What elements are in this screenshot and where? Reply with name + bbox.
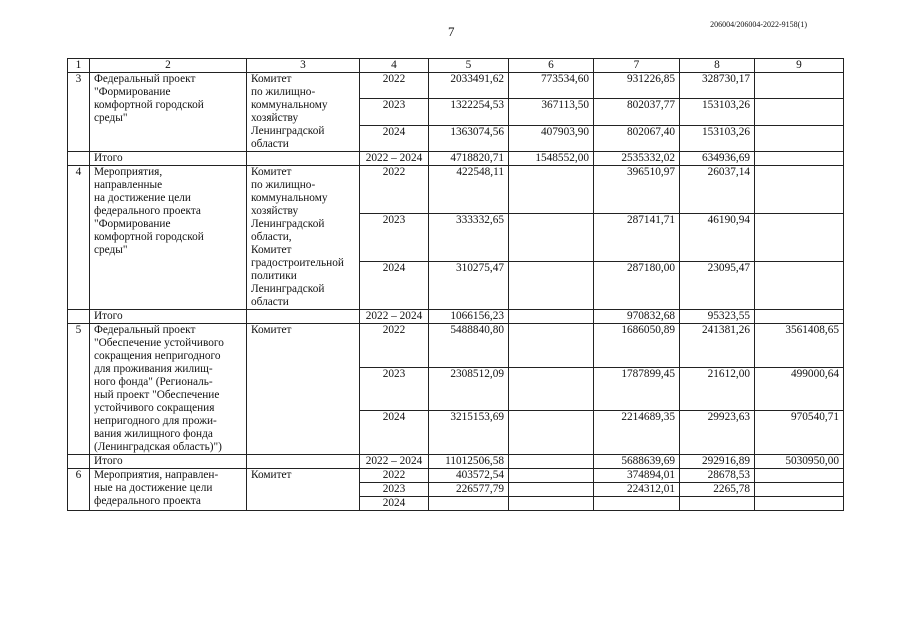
header-cell: 9 [755,59,844,73]
activity-name: Мероприятия, направленные на достижение цели федерального проекта "Формирование комфортной городской среды" [90,166,247,310]
regional-amount-cell: 5688639,69 [594,455,680,469]
year-cell: 2023 [360,214,429,262]
other-amount-cell [755,125,844,151]
year-cell: 2023 [360,99,429,125]
row-number: 4 [68,166,90,310]
other-amount-cell [755,483,844,497]
year-cell: 2022 [360,324,429,368]
federal-amount-cell [509,324,594,368]
activity-name: Мероприятия, направлен- ные на достижение цели федерального проекта [90,469,247,511]
total-row [68,455,844,469]
total-row [68,310,844,324]
regional-amount-cell: 224312,01 [594,483,680,497]
local-amount-cell: 29923,63 [680,411,755,455]
federal-amount-cell [509,367,594,411]
regional-amount-cell: 287180,00 [594,262,680,310]
total-label: Итого [90,455,247,469]
total-amount-cell: 5488840,80 [429,324,509,368]
header-cell: 5 [429,59,509,73]
year-cell: 2024 [360,411,429,455]
total-amount-cell: 11012506,58 [429,455,509,469]
row-number: 5 [68,324,90,455]
local-amount-cell: 21612,00 [680,367,755,411]
total-label: Итого [90,310,247,324]
total-row [68,152,844,166]
local-amount-cell: 95323,55 [680,310,755,324]
other-amount-cell [755,99,844,125]
total-amount-cell: 3215153,69 [429,411,509,455]
federal-amount-cell [509,166,594,214]
responsible-org: Комитет [247,469,360,511]
federal-amount-cell: 407903,90 [509,125,594,151]
year-cell: 2023 [360,483,429,497]
total-amount-cell: 2033491,62 [429,73,509,99]
year-cell: 2022 [360,166,429,214]
federal-amount-cell [509,469,594,483]
total-amount-cell: 4718820,71 [429,152,509,166]
table-row [68,166,844,214]
federal-amount-cell [509,214,594,262]
local-amount-cell: 2265,78 [680,483,755,497]
local-amount-cell: 28678,53 [680,469,755,483]
total-amount-cell: 333332,65 [429,214,509,262]
header-cell: 4 [360,59,429,73]
local-amount-cell: 26037,14 [680,166,755,214]
local-amount-cell [680,497,755,511]
empty-cell [68,455,90,469]
total-years: 2022 – 2024 [360,455,429,469]
total-years: 2022 – 2024 [360,310,429,324]
total-amount-cell: 2308512,09 [429,367,509,411]
regional-amount-cell: 970832,68 [594,310,680,324]
other-amount-cell: 970540,71 [755,411,844,455]
total-amount-cell: 1322254,53 [429,99,509,125]
other-amount-cell: 5030950,00 [755,455,844,469]
regional-amount-cell: 931226,85 [594,73,680,99]
responsible-org: Комитет по жилищно- коммунальному хозяйству Ленинградской области, Комитет градостроительной политики Ленинградской области [247,166,360,310]
local-amount-cell: 46190,94 [680,214,755,262]
empty-cell [68,152,90,166]
header-cell: 3 [247,59,360,73]
total-amount-cell: 1066156,23 [429,310,509,324]
federal-amount-cell [509,411,594,455]
total-label: Итого [90,152,247,166]
table-row [68,469,844,483]
responsible-org: Комитет по жилищно- коммунальному хозяйству Ленинградской области [247,73,360,152]
other-amount-cell: 499000,64 [755,367,844,411]
row-number: 6 [68,469,90,511]
year-cell: 2023 [360,367,429,411]
header-cell: 8 [680,59,755,73]
local-amount-cell: 292916,89 [680,455,755,469]
activity-name: Федеральный проект "Обеспечение устойчивого сокращения непригодного для проживания жилищ- ного фонда" (Региональ- ный проект "Обеспечение устойчивого сокращения непригодного для прожи- вания жилищного фонда (Ленинградская область)") [90,324,247,455]
total-amount-cell: 422548,11 [429,166,509,214]
regional-amount-cell: 1686050,89 [594,324,680,368]
total-amount-cell: 226577,79 [429,483,509,497]
other-amount-cell [755,310,844,324]
empty-cell [247,455,360,469]
year-cell: 2024 [360,497,429,511]
federal-amount-cell: 773534,60 [509,73,594,99]
budget-table [67,58,844,511]
year-cell: 2024 [360,262,429,310]
responsible-org: Комитет [247,324,360,455]
local-amount-cell: 241381,26 [680,324,755,368]
row-number: 3 [68,73,90,152]
regional-amount-cell: 802037,77 [594,99,680,125]
local-amount-cell: 23095,47 [680,262,755,310]
federal-amount-cell [509,455,594,469]
table-row [68,73,844,99]
table-body [68,59,844,511]
other-amount-cell [755,152,844,166]
header-cell: 1 [68,59,90,73]
other-amount-cell [755,262,844,310]
regional-amount-cell: 2214689,35 [594,411,680,455]
federal-amount-cell [509,310,594,324]
year-cell: 2022 [360,469,429,483]
federal-amount-cell: 1548552,00 [509,152,594,166]
total-amount-cell: 1363074,56 [429,125,509,151]
header-cell: 2 [90,59,247,73]
header-row [68,59,844,73]
federal-amount-cell: 367113,50 [509,99,594,125]
regional-amount-cell: 802067,40 [594,125,680,151]
other-amount-cell: 3561408,65 [755,324,844,368]
other-amount-cell [755,469,844,483]
federal-amount-cell [509,262,594,310]
regional-amount-cell: 2535332,02 [594,152,680,166]
regional-amount-cell: 1787899,45 [594,367,680,411]
page-number: 7 [448,24,455,39]
other-amount-cell [755,497,844,511]
header-cell: 6 [509,59,594,73]
other-amount-cell [755,214,844,262]
activity-name: Федеральный проект "Формирование комфортной городской среды" [90,73,247,152]
empty-cell [68,310,90,324]
year-cell: 2022 [360,73,429,99]
year-cell: 2024 [360,125,429,151]
other-amount-cell [755,73,844,99]
local-amount-cell: 328730,17 [680,73,755,99]
total-amount-cell: 310275,47 [429,262,509,310]
regional-amount-cell: 374894,01 [594,469,680,483]
total-years: 2022 – 2024 [360,152,429,166]
local-amount-cell: 153103,26 [680,125,755,151]
table-row [68,324,844,368]
regional-amount-cell: 396510,97 [594,166,680,214]
empty-cell [247,310,360,324]
local-amount-cell: 634936,69 [680,152,755,166]
federal-amount-cell [509,497,594,511]
regional-amount-cell: 287141,71 [594,214,680,262]
empty-cell [247,152,360,166]
other-amount-cell [755,166,844,214]
total-amount-cell: 403572,54 [429,469,509,483]
local-amount-cell: 153103,26 [680,99,755,125]
document-code: 206004/206004-2022-9158(1) [710,20,807,29]
regional-amount-cell [594,497,680,511]
header-cell: 7 [594,59,680,73]
total-amount-cell [429,497,509,511]
federal-amount-cell [509,483,594,497]
